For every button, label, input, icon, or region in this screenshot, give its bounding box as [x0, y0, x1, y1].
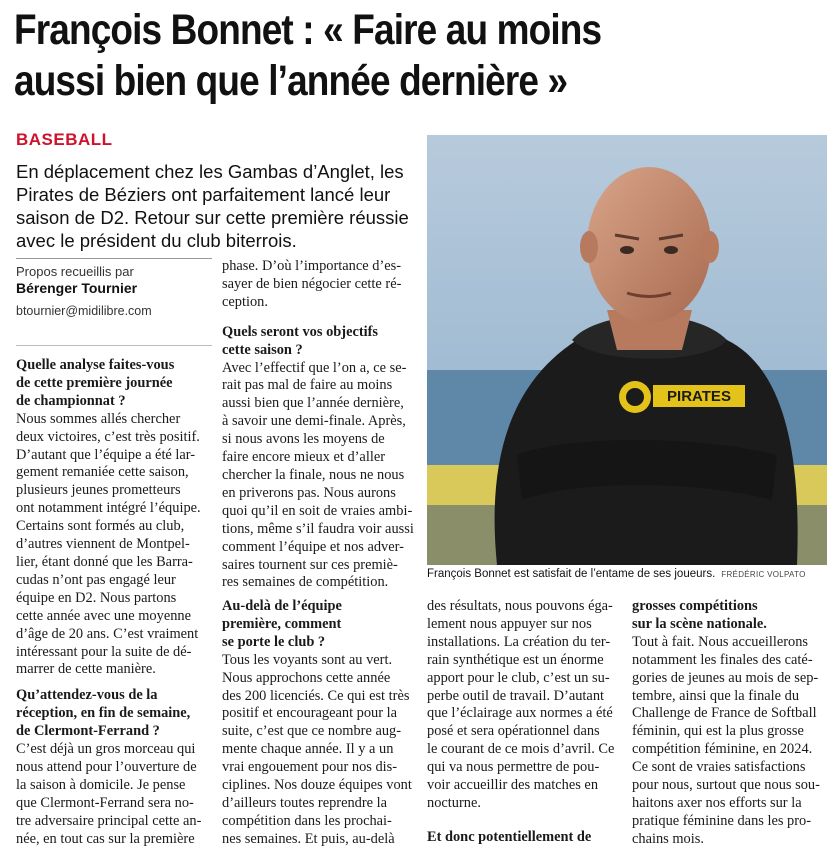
answer-line: Ce sont de vraies satisfactions — [632, 759, 806, 776]
article-column-4 — [427, 598, 623, 847]
answer-line: phase. D’où l’importance d’es- — [222, 258, 402, 274]
answer-line: d’autres viennent de Montpel- — [16, 536, 190, 553]
question-line: Qu’attendez-vous de la — [16, 687, 158, 704]
question-line: grosses compétitions — [632, 598, 758, 614]
answer-line: d’ailleurs toutes reprendre la — [222, 794, 388, 811]
question-line: Au-delà de l’équipe — [222, 598, 342, 614]
byline-author: Bérenger Tournier — [16, 280, 138, 296]
head — [587, 167, 711, 323]
answer-line: voir accueillir des matches en — [427, 777, 599, 794]
answer-line: qui va nous permettre de pou- — [427, 759, 600, 776]
answer-line: des résultats, nous pouvons éga- — [427, 598, 613, 614]
answer-line: si nous avons les moyens de — [222, 431, 385, 448]
answer-line: ciplines. Nos douze équipes vont — [222, 777, 412, 794]
answer-line: Nous approchons cette année — [222, 669, 391, 686]
answer-line: gories de jeunes au mois de sep- — [632, 669, 819, 686]
lead-line: En déplacement chez les Gambas d’Anglet, les — [16, 161, 404, 182]
byline-email[interactable]: btournier@midilibre.com — [16, 304, 152, 318]
answer-line: pour nous, surtout que nous sou- — [632, 777, 820, 794]
answer-line: installations. La création du ter- — [427, 633, 611, 650]
answer-line: compétition féminine, en 2024. — [632, 741, 813, 758]
lead-line: saison de D2. Retour sur cette première réussie — [16, 207, 409, 228]
question-line: se porte le club ? — [222, 633, 326, 650]
answer-line: rain synthétique est un énorme — [427, 651, 604, 668]
answer-line: C’est déjà un gros morceau qui — [16, 741, 196, 758]
answer-line: chercher la finale, nous ne nous — [222, 466, 405, 483]
answer-line: née, en tout cas sur la première — [16, 830, 195, 847]
question-line: de Clermont-Ferrand ? — [16, 723, 160, 740]
answer-line: faire encore mieux et d’aller — [222, 449, 385, 466]
question-line: cette saison ? — [222, 341, 303, 358]
answer-line: nous attend pour l’ouverture de — [16, 758, 197, 775]
answer-line: gement remaniée cette saison, — [16, 464, 189, 481]
headline — [14, 4, 711, 106]
answer-line: Certains sont formés au club, — [16, 518, 185, 535]
answer-line: des 200 licenciés. Ce qui est très — [222, 687, 410, 704]
answer-line: haitons axer nos efforts sur la — [632, 794, 802, 811]
answer-line: ception. — [222, 293, 268, 310]
answer-line: sayer de bien négocier cette ré- — [222, 275, 402, 292]
answer-line: D’autant que l’équipe a été lar- — [16, 446, 196, 463]
answer-line: posé et sera opérationnel dans — [427, 723, 600, 740]
answer-line: à savoir une demi-finale. Après, — [222, 413, 406, 430]
answer-line: apport pour le club, c’est un su- — [427, 669, 610, 686]
answer-line: chains mois. — [632, 830, 704, 847]
answer-line: plusieurs jeunes prometteurs — [16, 482, 181, 499]
answer-line: aussi bien que l’année dernière, — [222, 395, 404, 412]
answer-line: deux victoires, c’est très positif. — [16, 428, 200, 445]
article-column-5 — [632, 598, 826, 849]
answer-line: d’âge de 20 ans. C’est vraiment — [16, 625, 199, 642]
byline-divider — [16, 258, 212, 259]
question-line: Quels seront vos objectifs — [222, 323, 379, 340]
answer-line: mente chaque année. Il y a un — [222, 741, 394, 758]
answer-line: nocturne. — [427, 794, 481, 811]
answer-line: Tout à fait. Nous accueillerons — [632, 633, 809, 650]
headline-line: François Bonnet : « Faire au moins — [14, 6, 602, 54]
answer-line: positif et encourageant pour la — [222, 705, 398, 722]
answer-line: cudas n’ont pas engagé leur — [16, 571, 176, 588]
answer-line: marrer de cette manière. — [16, 661, 156, 678]
ear-left — [580, 231, 598, 263]
answer-line: quoi qu’il en soit de vraies ambi- — [222, 502, 413, 519]
question-line: première, comment — [222, 615, 342, 632]
photo-caption-line — [427, 568, 827, 580]
answer-line: suite, c’est que ce nombre aug- — [222, 723, 402, 740]
answer-line: intéressant pour la suite de dé- — [16, 643, 192, 660]
photo-caption: François Bonnet est satisfait de l’entame de ses joueurs. — [427, 568, 716, 580]
article-column-3 — [222, 598, 418, 849]
article-column-2 — [222, 258, 418, 592]
answer-line: lement nous appuyer sur nos — [427, 615, 592, 632]
section-rubric: BASEBALL — [16, 130, 113, 149]
byline — [16, 263, 152, 320]
answer-line: vrai engouement pour nos dis- — [222, 759, 398, 776]
byline-separator — [16, 345, 212, 346]
photo-credit: FRÉDÉRIC VOLPATO — [721, 570, 806, 579]
eye-left — [620, 246, 634, 254]
answer-line: Tous les voyants sont au vert. — [222, 651, 393, 668]
answer-line: la saison à domicile. Je pense — [16, 776, 186, 793]
eye-right — [664, 246, 678, 254]
answer-line: féminin, qui est la plus grosse — [632, 723, 804, 740]
answer-line: équipe en D2. Nous partons — [16, 589, 177, 606]
byline-intro: Propos recueillis par — [16, 264, 134, 279]
article-photo — [427, 135, 827, 565]
lead-line: avec le président du club biterrois. — [16, 230, 297, 251]
ear-right — [701, 231, 719, 263]
answer-line: nes semaines. Et puis, au-delà — [222, 830, 395, 847]
answer-line: le courant de ce mois d’avril. Ce — [427, 741, 615, 758]
question-line: Et donc potentiellement de — [427, 828, 592, 845]
question-line: réception, en fin de semaine, — [16, 705, 191, 722]
answer-line: cette année avec une moyenne — [16, 607, 191, 624]
answer-line: que Clermont-Ferrand sera no- — [16, 794, 194, 811]
answer-line: compétition dans les prochai- — [222, 812, 392, 829]
answer-line: Avec l’effectif que l’on a, ce se- — [222, 359, 407, 376]
shirt-text: PIRATES — [667, 388, 731, 405]
answer-line: tre adversaire principal cette an- — [16, 812, 202, 829]
answer-line: tions, même s’il faudra voir aussi — [222, 520, 414, 537]
headline-line: aussi bien que l’année dernière » — [14, 57, 568, 105]
lead-line: Pirates de Béziers ont parfaitement lancé leur — [16, 184, 391, 205]
question-line: de cette première journée — [16, 374, 173, 391]
answer-line: que l’éclairage aux normes a été — [427, 705, 613, 722]
portrait-illustration — [427, 135, 827, 565]
answer-line: pratique féminine dans les pro- — [632, 812, 812, 829]
article-column-1 — [16, 357, 212, 848]
answer-line: Challenge de France de Softball — [632, 705, 817, 722]
lead-paragraph — [16, 160, 416, 252]
answer-line: perbe outil de travail. D’autant — [427, 687, 605, 704]
answer-line: lier, étant donné que les Barra- — [16, 553, 193, 570]
question-line: Quelle analyse faites-vous — [16, 357, 175, 373]
pirate-logo-skull — [626, 388, 644, 406]
answer-line: tembre, ainsi que la finale du — [632, 687, 800, 704]
answer-line: saires tournent sur ces premiè- — [222, 556, 398, 573]
answer-line: en priverons pas. Nous aurons — [222, 484, 396, 501]
answer-line: notamment les finales des caté- — [632, 651, 813, 668]
answer-line: Nous sommes allés chercher — [16, 410, 181, 427]
question-line: sur la scène nationale. — [632, 615, 767, 632]
answer-line: rait pas mal de faire au moins — [222, 377, 393, 394]
answer-line: comment l’équipe et nos adver- — [222, 538, 404, 555]
question-line: de championnat ? — [16, 392, 126, 409]
answer-line: ont notamment intégré l’équipe. — [16, 500, 201, 517]
answer-line: res semaines de compétition. — [222, 574, 389, 591]
